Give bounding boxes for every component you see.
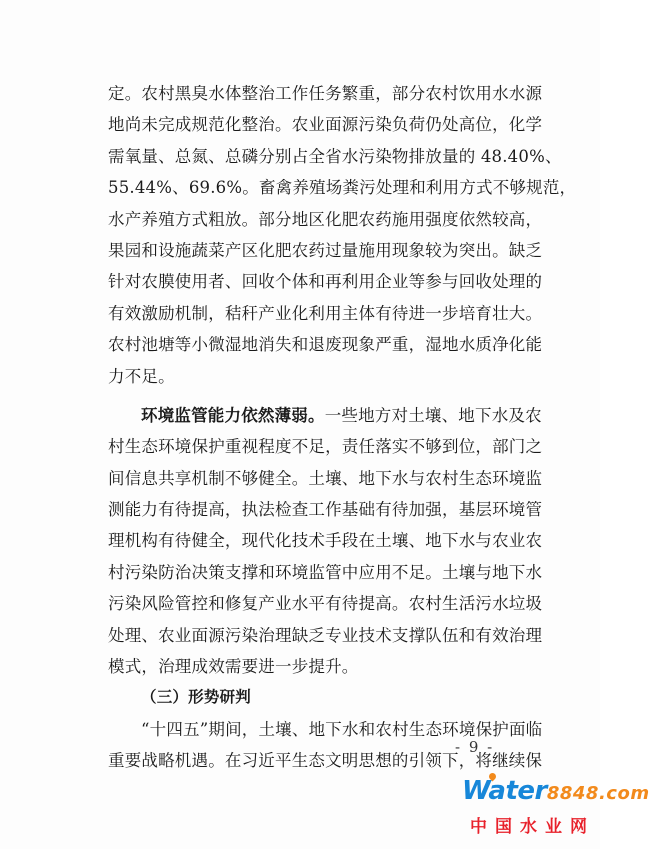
paragraph-line: 测能力有待提高，执法检查工作基础有待加强，基层环境管 — [108, 500, 543, 520]
paragraph-line: 处理、农业面源污染治理缺乏专业技术支撑队伍和有效治理 — [108, 625, 543, 645]
paragraph-line: 力不足。 — [108, 366, 175, 386]
paragraph-line-rest: 一些地方对土壤、地下水及农 — [324, 405, 542, 425]
watermark-word: Water — [462, 776, 547, 806]
body-text — [108, 78, 577, 777]
paragraph-line: 农村池塘等小微湿地消失和退废现象严重，湿地水质净化能 — [108, 335, 543, 355]
paragraph-line: 村污染防治决策支撑和环境监管中应用不足。土壤与地下水 — [108, 562, 543, 582]
page-number: - 9 - — [455, 738, 495, 756]
paragraph-line: “十四五”期间，土壤、地下水和农村生态环境保护面临 — [141, 719, 543, 739]
paragraph-line: 模式，治理成效需要进一步提升。 — [108, 657, 359, 677]
paragraph-line: 污染风险管控和修复产业水平有待提高。农村生活污水垃圾 — [108, 594, 543, 614]
watermark-chinese: 中国水业网 — [470, 817, 595, 837]
paragraph-line: 有效激励机制，秸秆产业化利用主体有待进一步培育壮大。 — [108, 303, 543, 323]
paragraph-line: 定。农村黑臭水体整治工作任务繁重，部分农村饮用水水源 — [108, 84, 543, 103]
paragraph-line: 55.44%、69.6%。畜禽养殖场粪污处理和利用方式不够规范， — [108, 178, 577, 198]
paragraph-gap — [108, 392, 508, 400]
section-heading: （三）形势研判 — [141, 688, 251, 707]
paragraph-line: 需氧量、总氮、总磷分别占全省水污染物排放量的 48.40%、 — [108, 146, 562, 166]
watermark-tld: .com — [598, 783, 650, 804]
paragraph-bold-lead: 环境监管能力依然薄弱。 — [141, 405, 325, 425]
paragraph-line: 地尚未完成规范化整治。农业面源污染负荷仍处高位，化学 — [108, 115, 543, 135]
paragraph-line: 村生态环境保护重视程度不足，责任落实不够到位，部门之 — [108, 437, 543, 457]
paragraph-line: 果园和设施蔬菜产区化肥农药过量施用现象较为突出。缺乏 — [108, 240, 543, 260]
paragraph-1 — [108, 78, 577, 392]
paragraph-line — [108, 400, 542, 431]
paragraph-line: 重要战略机遇。在习近平生态文明思想的引领下，将继续保 — [108, 751, 543, 771]
paragraph-2 — [108, 400, 543, 683]
paragraph-line: 水产养殖方式粗放。部分地区化肥农药施用强度依然较高， — [108, 209, 543, 229]
watermark-logo — [462, 776, 650, 844]
paragraph-line: 理机构有待健全，现代化技术手段在土壤、地下水与农业农 — [108, 531, 543, 551]
paragraph-line: 间信息共享机制不够健全。土壤、地下水与农村生态环境监 — [108, 468, 543, 488]
paragraph-3 — [108, 714, 543, 777]
watermark-number: 8848 — [546, 783, 599, 804]
paragraph-line: 针对农膜使用者、回收个体和再利用企业等参与回收处理的 — [108, 272, 543, 292]
watermark-wordmark — [462, 776, 650, 806]
